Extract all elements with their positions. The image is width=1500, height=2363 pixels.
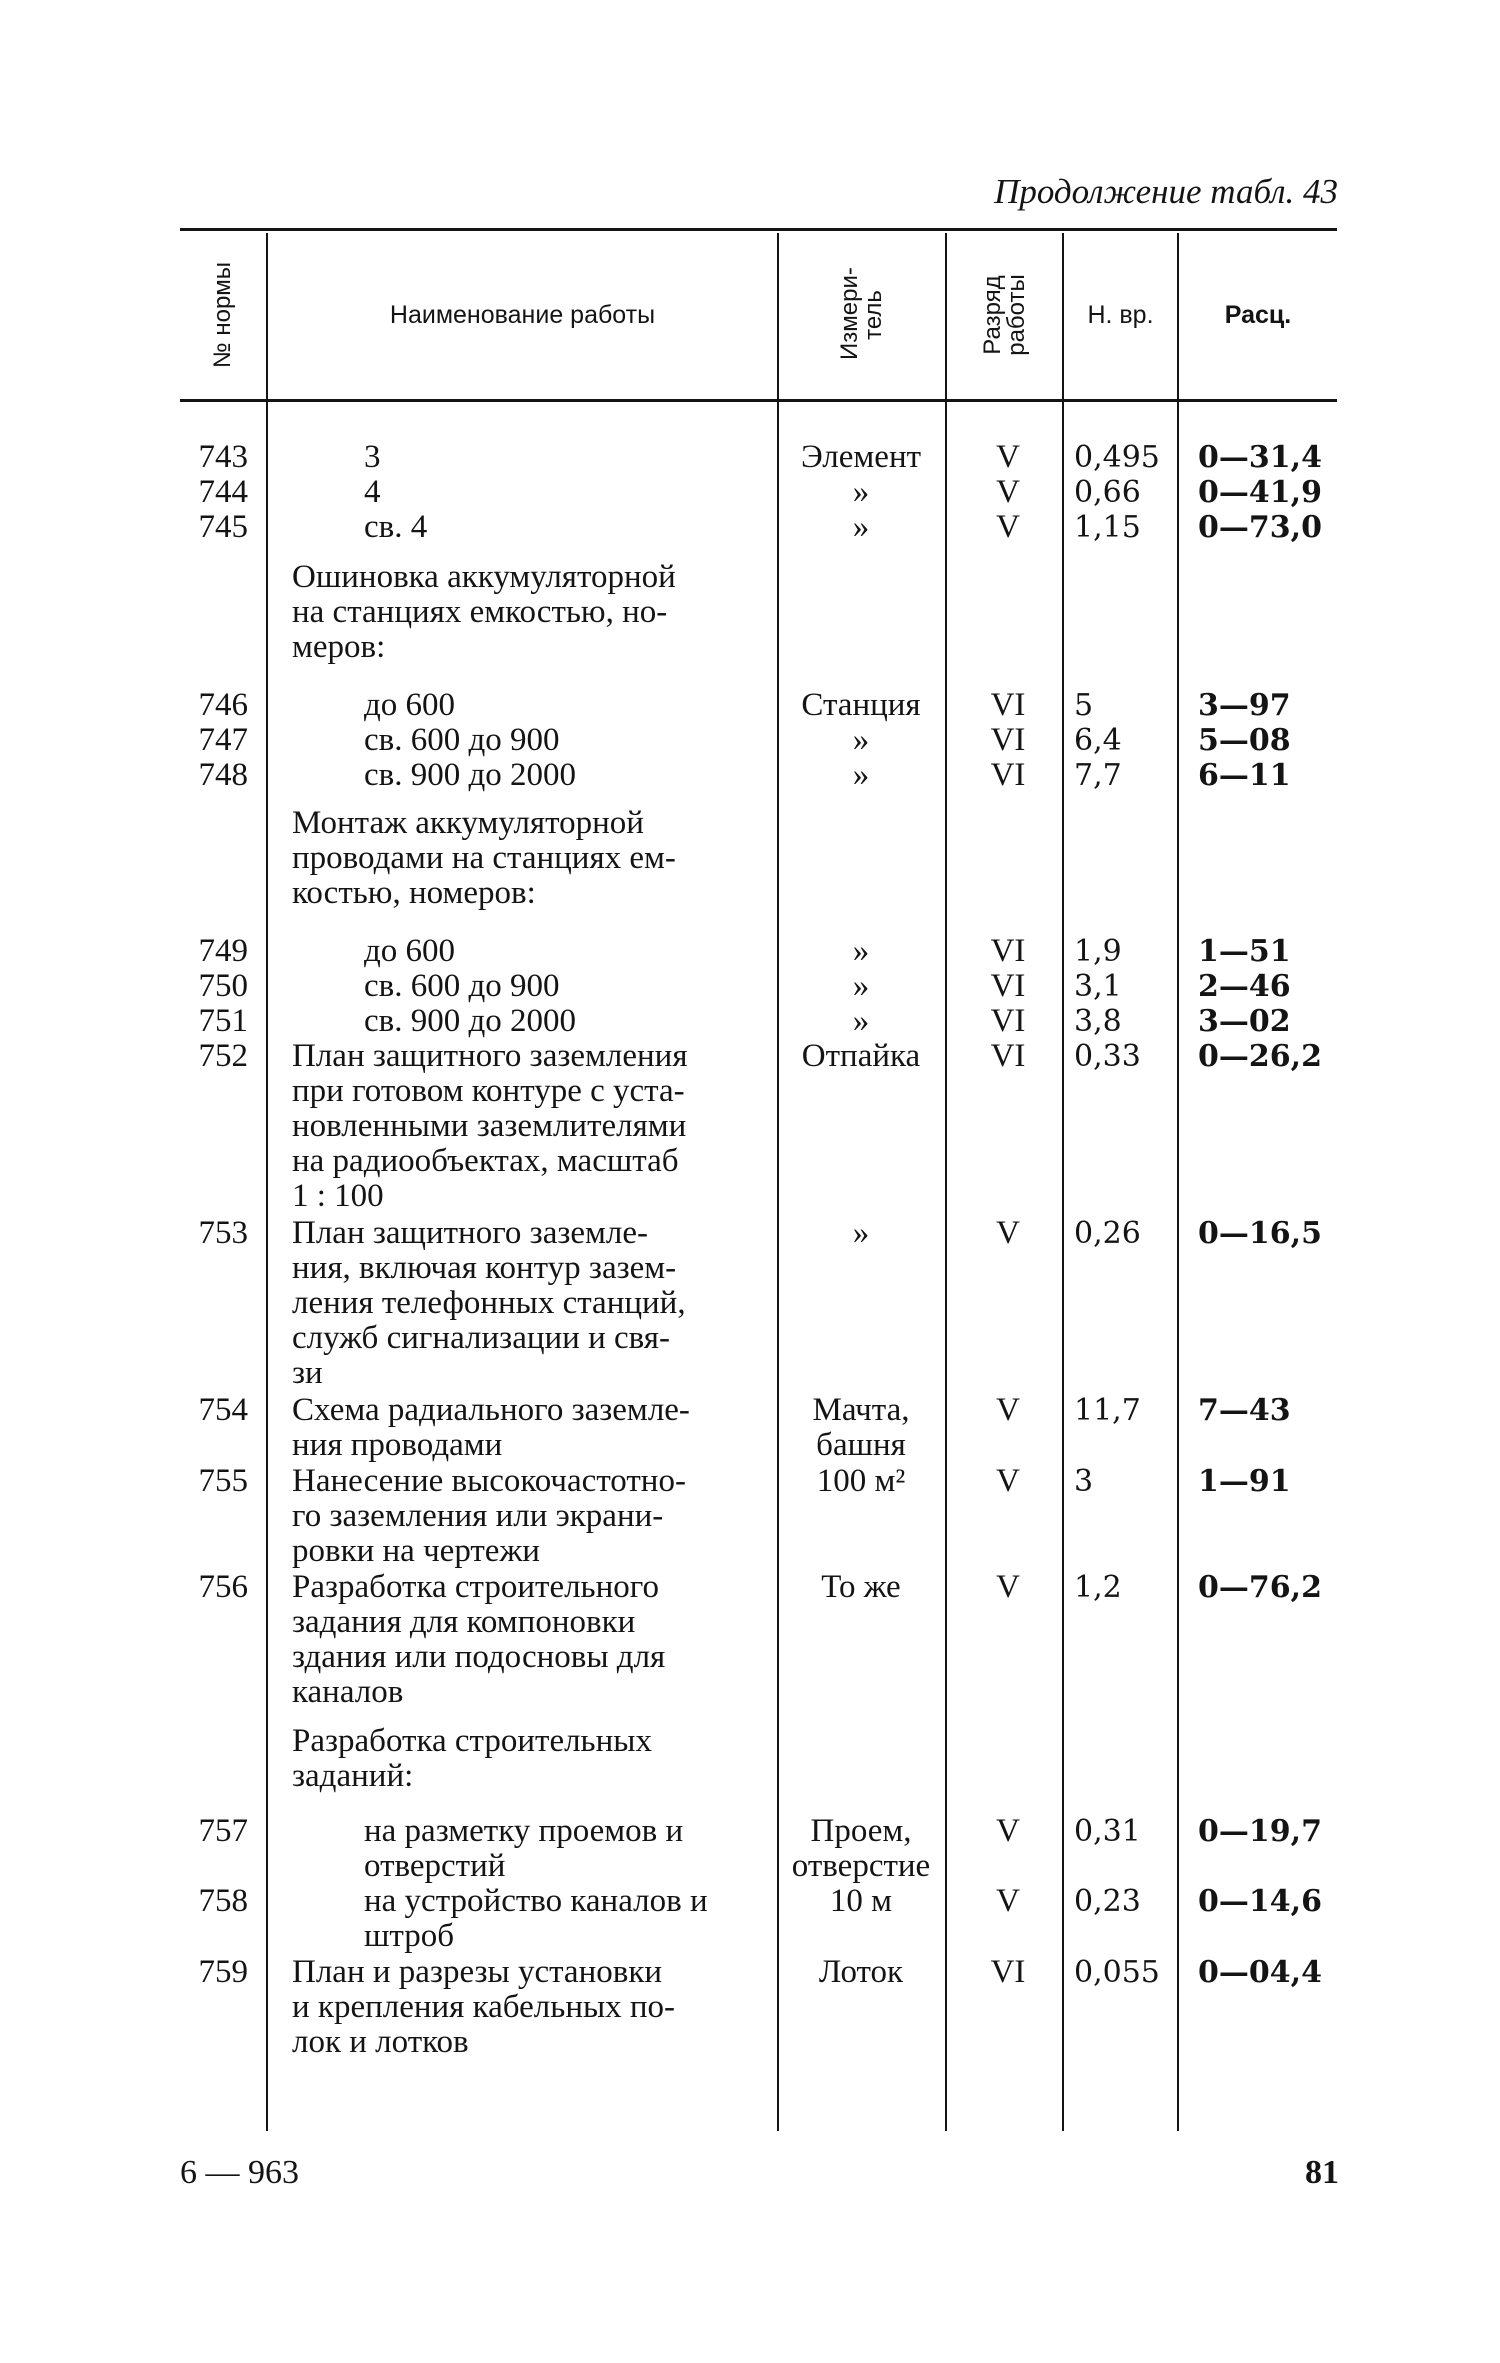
measure-unit: » [852,474,870,510]
work-name [292,1570,762,1710]
time-norm: 0,055 [1074,1955,1160,1990]
work-name-line: проводами на станциях ем- [292,840,676,876]
work-name [364,758,762,793]
work-name [364,1004,762,1039]
norm-number: 759 [198,1954,248,1990]
work-name-line: при готовом контуре с уста- [292,1073,685,1109]
measure-unit: Станция [801,687,921,723]
measure-unit: 100 м² [816,1463,906,1499]
work-name-line: св. 600 до 900 [364,968,560,1004]
work-grade: VI [990,933,1026,969]
rate-value: 0—04,4 [1198,1955,1322,1990]
work-name [292,806,762,911]
work-name-line: лок и лотков [292,2024,469,2060]
work-name-line: новленными заземлителями [292,1108,687,1144]
header-name [268,235,777,395]
header-time-text: Н. вр. [1087,300,1154,329]
norm-number: 755 [198,1463,248,1499]
work-grade: VI [990,1954,1026,1990]
norm-number: 743 [198,439,248,475]
measure-unit: Отпайка [801,1038,921,1074]
work-name-line: План и разрезы установки [292,1954,663,1990]
work-name-line: Схема радиального заземле- [292,1392,690,1428]
rate-value: 0—41,9 [1198,475,1322,510]
work-name [292,1039,762,1214]
work-grade: V [996,1392,1020,1428]
work-name [292,1955,762,2060]
work-name-line: меров: [292,629,386,665]
work-name-line: костью, номеров: [292,875,536,911]
work-name-line: здания или подосновы для [292,1639,666,1675]
norm-number: 752 [198,1038,248,1074]
time-norm: 1,2 [1074,1570,1122,1605]
header-bottom-rule [180,399,1337,402]
work-name [364,510,762,545]
work-name-line: отверстий [364,1848,506,1884]
header-num-text: № нормы [209,261,236,369]
work-name-line: каналов [292,1674,404,1710]
work-name-line: Монтаж аккумуляторной [292,805,644,841]
column-divider-name [777,233,779,2131]
work-name-line: ления телефонных станций, [292,1285,686,1321]
work-grade: VI [990,1003,1026,1039]
work-name-line: 3 [364,439,381,475]
work-name-line: служб сигнализации и свя- [292,1320,670,1356]
rate-value: 6—11 [1198,758,1291,793]
work-name [364,723,762,758]
norm-number: 747 [198,722,248,758]
work-name-line: План защитного заземле- [292,1215,649,1251]
work-name [364,1884,762,1954]
header-unit-text: Измери- тель [836,267,887,360]
measure-unit: » [852,1003,870,1039]
time-norm: 0,66 [1074,475,1141,510]
work-name-line: заданий: [292,1758,414,1794]
work-name-line: на разметку проемов и [364,1813,684,1849]
column-divider-unit [945,233,947,2131]
header-rate [1179,235,1337,395]
norm-number: 753 [198,1215,248,1251]
work-name-line: задания для компоновки [292,1604,636,1640]
work-grade: V [996,1569,1020,1605]
work-grade: VI [990,687,1026,723]
work-name-line: св. 900 до 2000 [364,1003,577,1039]
header-unit [779,235,945,395]
rate-value: 3—97 [1198,688,1291,723]
column-divider-time [1177,233,1179,2131]
norm-number: 756 [198,1569,248,1605]
work-name-line: Разработка строительного [292,1569,659,1605]
table-top-rule [180,228,1337,231]
work-grade: VI [990,968,1026,1004]
time-norm: 1,15 [1074,510,1141,545]
work-name [292,1393,762,1463]
work-grade: V [996,439,1020,475]
work-name [292,1216,762,1391]
work-name-line: План защитного заземления [292,1038,688,1074]
time-norm: 6,4 [1074,723,1122,758]
rate-value: 1—51 [1198,934,1291,969]
work-name-line: св. 900 до 2000 [364,757,577,793]
work-name-line: штроб [364,1918,455,1954]
work-grade: V [996,1463,1020,1499]
rate-value: 5—08 [1198,723,1291,758]
work-name [364,688,762,723]
header-grade [947,235,1062,395]
norm-number: 744 [198,474,248,510]
time-norm: 11,7 [1074,1393,1141,1428]
time-norm: 0,31 [1074,1814,1141,1849]
norm-number: 758 [198,1883,248,1919]
rate-value: 0—16,5 [1198,1216,1322,1251]
measure-unit: » [852,968,870,1004]
work-name [364,440,762,475]
measure-unit: Мачта, башня [812,1392,910,1463]
norm-number: 748 [198,757,248,793]
time-norm: 1,9 [1074,934,1122,969]
measure-unit: » [852,509,870,545]
header-num [180,235,266,395]
work-name-line: 4 [364,474,381,510]
time-norm: 0,23 [1074,1884,1141,1919]
time-norm: 7,7 [1074,758,1122,793]
work-grade: V [996,1813,1020,1849]
rate-value: 0—76,2 [1198,1570,1322,1605]
work-name [364,934,762,969]
work-name-line: до 600 [364,687,456,723]
work-name [364,969,762,1004]
work-name-line: ния, включая контур зазем- [292,1250,677,1286]
measure-unit: Проем, отверстие [791,1813,931,1884]
time-norm: 3,8 [1074,1004,1122,1039]
measure-unit: То же [821,1569,901,1605]
measure-unit: » [852,1215,870,1251]
work-name-line: и крепления кабельных по- [292,1989,676,2025]
work-name [292,1724,762,1794]
work-name-line: на радиообъектах, масштаб [292,1143,679,1179]
work-grade: V [996,509,1020,545]
work-grade: V [996,1883,1020,1919]
header-name-text: Наименование работы [389,300,656,329]
header-time [1064,235,1177,395]
table-caption: Продолжение табл. 43 [994,172,1338,211]
work-grade: V [996,474,1020,510]
work-name-line: св. 600 до 900 [364,722,560,758]
header-grade-text: Разряд работы [978,274,1030,356]
measure-unit: » [852,933,870,969]
rate-value: 0—26,2 [1198,1039,1322,1074]
column-divider-num [266,233,268,2131]
norm-number: 745 [198,509,248,545]
page-number: 81 [1305,2154,1339,2191]
measure-unit: Элемент [800,439,922,475]
work-name-line: до 600 [364,933,456,969]
rate-value: 0—14,6 [1198,1884,1322,1919]
work-name [364,1814,762,1884]
rate-value: 2—46 [1198,969,1291,1004]
work-name [364,475,762,510]
rate-value: 0—31,4 [1198,440,1322,475]
rate-value: 0—73,0 [1198,510,1322,545]
work-grade: VI [990,757,1026,793]
time-norm: 0,26 [1074,1216,1141,1251]
norm-number: 746 [198,687,248,723]
time-norm: 3 [1074,1464,1094,1499]
work-grade: V [996,1215,1020,1251]
work-name-line: Ошиновка аккумуляторной [292,559,676,595]
rate-value: 7—43 [1198,1393,1291,1428]
measure-unit: » [852,722,870,758]
norm-number: 751 [198,1003,248,1039]
header-rate-text: Расц. [1224,300,1292,329]
work-grade: VI [990,722,1026,758]
time-norm: 3,1 [1074,969,1122,1004]
norm-number: 754 [198,1392,248,1428]
work-name-line: на устройство каналов и [364,1883,708,1919]
measure-unit: Лоток [818,1954,904,1990]
measure-unit: » [852,757,870,793]
norm-number: 757 [198,1813,248,1849]
work-grade: VI [990,1038,1026,1074]
time-norm: 5 [1074,688,1094,723]
work-name-line: на станциях емкостью, но- [292,594,668,630]
rate-value: 1—91 [1198,1464,1291,1499]
norm-number: 749 [198,933,248,969]
norm-number: 750 [198,968,248,1004]
work-name [292,1464,762,1569]
time-norm: 0,495 [1074,440,1160,475]
work-name-line: 1 : 100 [292,1178,384,1214]
footer-signature: 6 — 963 [180,2154,299,2191]
work-name-line: зи [292,1355,323,1391]
rate-value: 3—02 [1198,1004,1291,1039]
work-name [292,560,762,665]
rate-value: 0—19,7 [1198,1814,1322,1849]
work-name-line: Разработка строительных [292,1723,652,1759]
column-divider-grade [1062,233,1064,2131]
work-name-line: ровки на чертежи [292,1533,540,1569]
work-name-line: Нанесение высокочастотно- [292,1463,686,1499]
work-name-line: св. 4 [364,509,428,545]
time-norm: 0,33 [1074,1039,1141,1074]
work-name-line: го заземления или экрани- [292,1498,664,1534]
measure-unit: 10 м [829,1883,893,1919]
work-name-line: ния проводами [292,1427,503,1463]
